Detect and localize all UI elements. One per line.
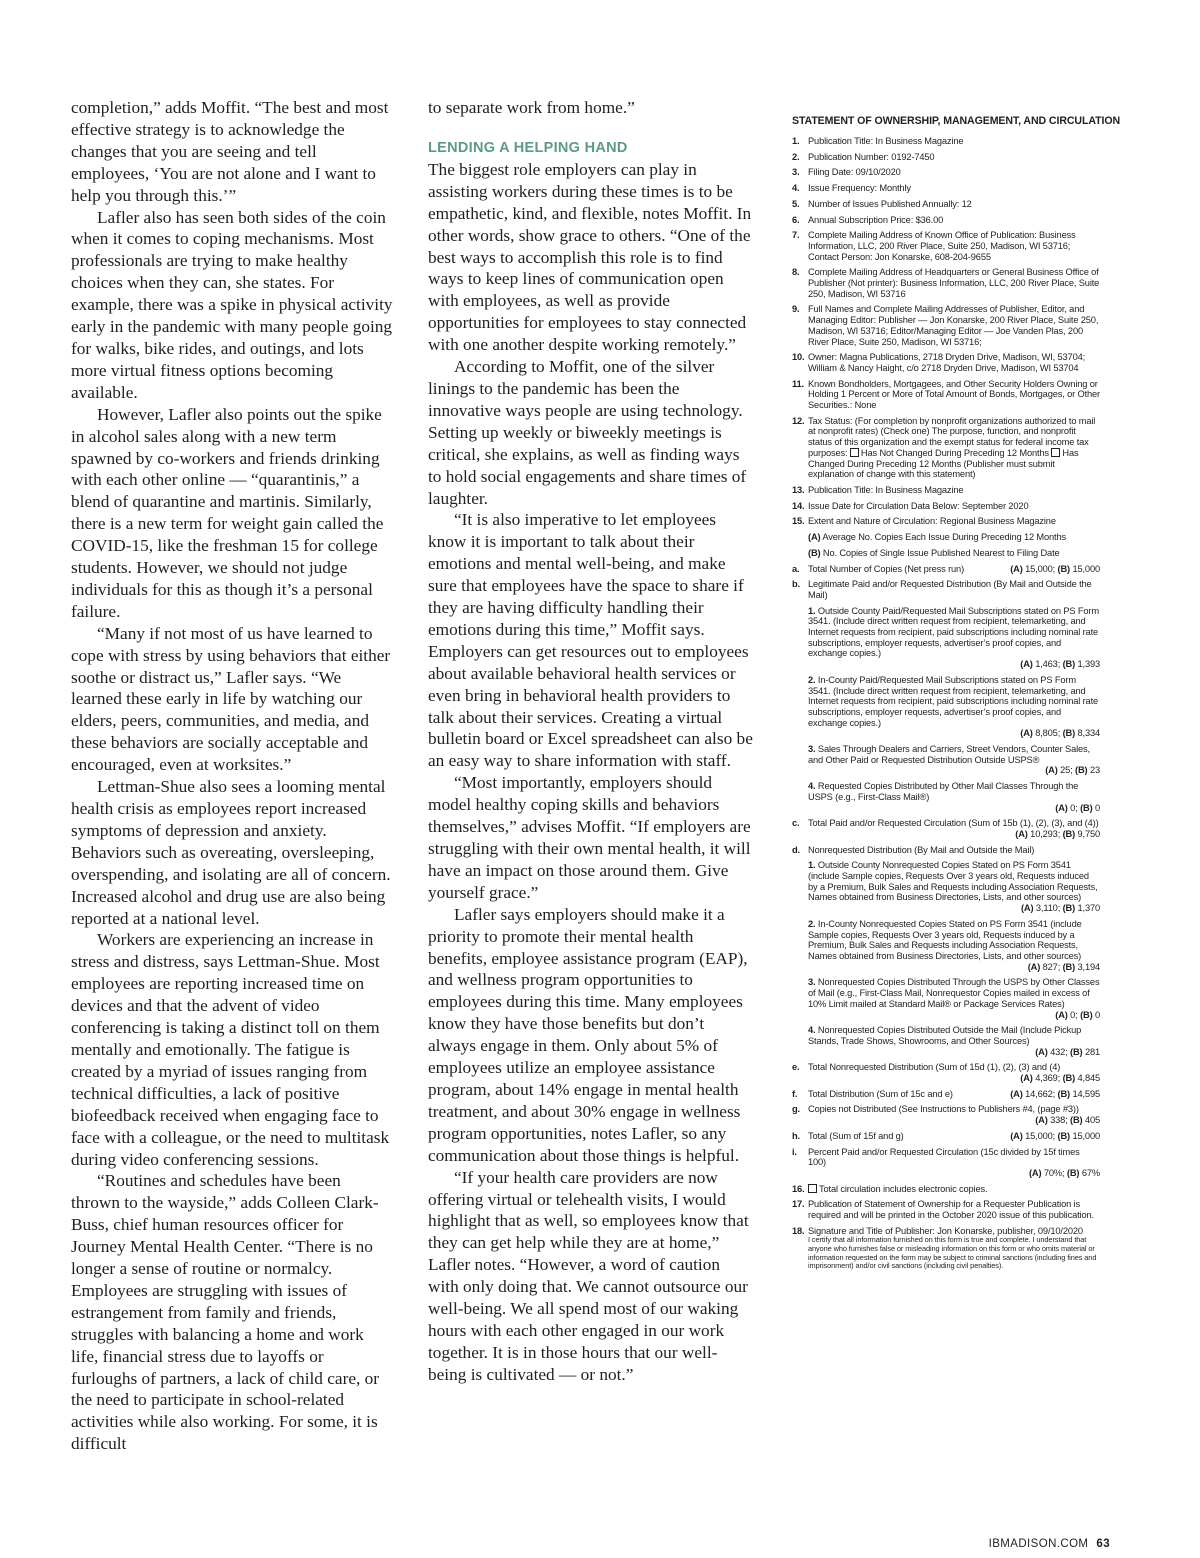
statement-item: 4. Issue Frequency: Monthly [792,183,911,194]
circulation-subrow: 1. Outside County Paid/Requested Mail Subscriptions stated on PS Form 3541. (Include direct written request from recipient, telemarketing, and Internet requests from recipient, paid subscriptions including nominal rate subscriptions, employer requests, advertiser’s proof copies, and exchange copies.) (A) 1,463; (B) 1,393 [808,605,1100,670]
paragraph: “Routines and schedules have been thrown to the wayside,” adds Colleen Clark-Buss, chief human resources officer for Journey Mental Health Center. “There is no longer a sense of routine or normalcy. Employees are struggling with issues of estrangement from family and friends, struggles with balancing a home and work life, financial stress due to layoffs or furloughs of partners, a lack of child care, or the need to participate in school-related activities while also working. For some, it is difficult [71,1171,380,1454]
statement-item: 13. Publication Title: In Business Magazine [792,484,964,495]
paragraph: completion,” adds Moffit. “The best and most effective strategy is to acknowledge the changes that you are seeing and tell employees, ‘You are not alone and I want to help you through this.’” [71,98,389,205]
circulation-subrow: 3. Sales Through Dealers and Carriers, Street Vendors, Counter Sales, and Other Paid or Requested Distribution Outside USPS® (A) 25; (B) 23 [808,744,1100,776]
circulation-subrow: 3. Nonrequested Copies Distributed Through the USPS by Other Classes of Mail (e.g., First-Class Mail, Nonrequestor Copies mailed in excess of 10% Limit mailed at Standard Mail® or Package Services Rates) (A) 0; (B) 0 [808,977,1100,1020]
paragraph: The biggest role employers can play in assisting workers during these times is to be empathetic, kind, and flexible, notes Moffit. In other words, show grace to others. “One of the best ways to accomplish this role is to find ways to keep lines of communication open with employees, as well as provide opportunities for employees to stay connected with one another despite working remotely.” [428,159,752,355]
statement-item: 3. Filing Date: 09/10/2020 [792,167,901,178]
circulation-row-h: h. (A) 15,000; (B) 15,000 Total (Sum of 15f and g) [792,1130,1100,1141]
circulation-row-b: b. Legitimate Paid and/or Requested Distribution (By Mail and Outside the Mail) [792,579,1092,600]
paragraph: Lafler also has seen both sides of the coin when it comes to coping mechanisms. Most professionals are trying to make healthy choices when they can, she states. For example, there was a spike in physical activity early in the pandemic with many people going for walks, bike rides, and outings, and lots more virtual fitness options becoming available. [71,207,393,402]
article-column-middle [428,97,755,1386]
paragraph: According to Moffit, one of the silver linings to the pandemic has been the innovative ways people are using technology. Setting up weekly or biweekly meetings is critical, she explains, as well as finding ways to hold social engagements and share times of laughter. [428,357,747,508]
article-column-left [71,97,393,1455]
statement-item: 1. Publication Title: In Business Magazine [792,136,964,146]
statement-item: 10. Owner: Magna Publications, 2718 Dryden Drive, Madison, WI, 53704; William & Nancy Haight, c/o 2718 Dryden Drive, Madison, WI 53704 [792,352,1086,373]
statement-item: 2. Publication Number: 0192-7450 [792,151,935,162]
statement-item: 9. Full Names and Complete Mailing Addresses of Publisher, Editor, and Managing Editor: Publisher — Jon Konarske, 200 River Place, Suite 250, Madison, WI 53716; Editor/Managing Editor — Joe Vanden Plas, 200 River Place, Suite 250, Madison, WI 53716; [792,304,1099,347]
circulation-subrow: 1. Outside County Nonrequested Copies Stated on PS Form 3541 (include Sample copies, Requests Over 3 years old, Requests induced by a Premium, Bulk Sales and Requests including Association Requests, Names obtained from Business Directories, Lists, and other sources) (A) 3,110; (B) 1,370 [808,860,1100,914]
paragraph: Lafler says employers should make it a priority to promote their mental health benefits, employee assistance program (EAP), and wellness program opportunities to employees during this time. Many employees know they have those benefits but don’t always engage in them. Only about 5% of employees utilize an employee assistance program, about 14% engage in mental health treatment, and about 30% engage in wellness program opportunities, notes Lafler, so any communication about those things is helpful. [428,904,748,1165]
paragraph: Workers are experiencing an increase in stress and distress, says Lettman-Shue. Most employees are reporting increased time on devices and that the advent of video conferencing is taking a distinct toll on them mentally and emotionally. The fatigue is created by a myriad of issues ranging from technical difficulties, a lack of positive biofeedback received when engaging face to face with a colleague, or the need to multitask during video conferencing sessions. [71,930,390,1169]
statement-item: 14. Issue Date for Circulation Data Below: September 2020 [792,500,1029,511]
page-number: 63 [1096,1538,1110,1550]
statement-item: 8. Complete Mailing Address of Headquarters or General Business Office of Publisher (Not printer): Business Information, LLC, 200 River Place, Suite 250, Madison, WI 53716 [792,267,1100,299]
paragraph: “It is also imperative to let employees know it is important to talk about their emotions and mental well-being, and make sure that employees have the space to share if they are having difficulty handling their emotions during this time,” Moffit says. Employers can get resources out to employees about available behavioral health services or even bring in behavioral health providers to talk about their services. Creating a virtual bulletin board or Excel spreadsheet can also be an easy way to share information with staff. [428,510,753,771]
statement-item: 7. Complete Mailing Address of Known Office of Publication: Business Information, LLC, 200 River Place, Suite 250, Madison, WI 53716; Contact Person: Jon Konarske, 608-204-9655 [792,230,1076,262]
circulation-row-e: e. Total Nonrequested Distribution (Sum of 15d (1), (2), (3) and (4) (A) 4,369; (B) 4,845 [792,1062,1100,1084]
paragraph: “If your health care providers are now offering virtual or telehealth visits, I would highlight that as well, so employees know that they can get help while they are at home,” Lafler notes. “However, a word of caution with only doing that. We cannot outsource our well-being. We all spend most of our waking hours with each other engaged in our work together. It is in those hours that our well-being is cultivated — or not.” [428,1167,749,1384]
legend-a: (A) Average No. Copies Each Issue During Preceding 12 Months [808,532,1067,543]
statement-item: 5. Number of Issues Published Annually: 12 [792,198,972,209]
circulation-row-a: a. (A) 15,000; (B) 15,000 Total Number of Copies (Net press run) [792,563,1100,574]
certification-fine-print: I certify that all information furnished on this form is true and complete. I understand that anyone who furnishes false or misleading information on this form or who omits material or information requested on the form may be subject to criminal sanctions (including fines and imprisonment) and/or civil sanctions (including civil penalties). [808,1235,1097,1271]
paragraph: “Many if not most of us have learned to cope with stress by using behaviors that either soothe or distract us,” Lafler says. “We learned these early in life by watching our elders, peers, communities, and media, and these behaviors are socially acceptable and encouraged, even at worksites.” [71,623,391,775]
site-name: IBMADISON.COM [988,1538,1089,1550]
ownership-statement [792,115,1121,1276]
statement-item: 15. Extent and Nature of Circulation: Regional Business Magazine [792,516,1056,527]
circulation-row-d: d. Nonrequested Distribution (By Mail and Outside the Mail) [792,844,1035,855]
statement-item-signature: 18. Signature and Title of Publisher: Jon Konarske, publisher, 09/10/2020 I certify that all information furnished on this form is true and complete. I understand that anyone who furnishes false or misleading information on this form or who omits material or information requested on the form may be subject to criminal sanctions (including fines and imprisonment) and/or civil sanctions (including civil penalties). [792,1226,1100,1271]
statement-title: STATEMENT OF OWNERSHIP, MANAGEMENT, AND CIRCULATION [792,115,1121,127]
circulation-subrow: 2. In-County Paid/Requested Mail Subscriptions stated on PS Form 3541. (Include direct written request from recipient, telemarketing, and Internet requests from recipient, paid subscriptions including nominal rate subscriptions, employer requests, advertiser’s proof copies, and exchange copies.) (A) 8,805; (B) 8,334 [808,674,1100,739]
paragraph: However, Lafler also points out the spike in alcohol sales along with a new term spawned by co-workers and friends drinking with each other online — “quarantinis,” a blend of quarantine and martinis. Similarly, there is a new term for weight gain called the COVID-15, like the freshman 15 for college students. However, we should not judge individuals for this as though it’s a personal failure. [71,404,384,621]
paragraph: to separate work from home.” [428,98,635,117]
legend-b: (B) No. Copies of Single Issue Published Nearest to Filing Date [808,547,1060,558]
circulation-row-i: i. Percent Paid and/or Requested Circulation (15c divided by 15f times 100) (A) 70%; (B) 67% [792,1146,1100,1178]
statement-item-electronic: 16. Total circulation includes electronic copies. [792,1183,988,1194]
page-footer [989,1538,1110,1550]
checkbox-icon [808,1184,817,1193]
checkbox-icon [1051,448,1060,457]
statement-item: 11. Known Bondholders, Mortgagees, and Other Security Holders Owning or Holding 1 Percent or More of Total Amount of Bonds, Mortgages, or Other Securities.: None [792,378,1101,411]
circulation-subrow: 4. Requested Copies Distributed by Other Mail Classes Through the USPS (e.g., First-Class Mail®) (A) 0; (B) 0 [808,781,1100,813]
statement-item-tax-status: 12. Tax Status: (For completion by nonprofit organizations authorized to mail at nonprofit rates) (Check one) The purpose, function, and nonprofit status of this organization and the exempt status for federal income tax purposes: Has Not Changed During Preceding 12 Months Has Changed During Preceding 12 Months (Publisher must submit explanation of change with this statement) [792,415,1096,480]
circulation-row-f: f. (A) 14,662; (B) 14,595 Total Distribution (Sum of 15c and e) [792,1088,1100,1099]
paragraph: Lettman-Shue also sees a looming mental health crisis as employees report increased symptoms of depression and anxiety. Behaviors such as overeating, oversleeping, overspending, and isolating are all of concern. Increased alcohol and drug use are also being reported at a national level. [71,777,391,928]
circulation-row-g: g. Copies not Distributed (See Instructions to Publishers #4, (page #3)) (A) 338; (B) 405 [792,1104,1100,1126]
circulation-row-c: c. Total Paid and/or Requested Circulation (Sum of 15b (1), (2), (3), and (4)) (A) 10,293; (B) 9,750 [792,818,1100,839]
circulation-subrow: 4. Nonrequested Copies Distributed Outside the Mail (Include Pickup Stands, Trade Shows, Showrooms, and Other Sources) (A) 432; (B) 281 [808,1025,1100,1057]
checkbox-icon [850,448,859,457]
circulation-subrow: 2. In-County Nonrequested Copies Stated on PS Form 3541 (include Sample copies, Requests Over 3 years old, Requests induced by a Premium, Bulk Sales and Requests including Association Requests, Names obtained from Business Directories, Lists, and other sources) (A) 827; (B) 3,194 [808,918,1100,972]
statement-item: 6. Annual Subscription Price: $36.00 [792,214,944,225]
statement-item: 17. Publication of Statement of Ownership for a Requester Publication is required and will be printed in the October 2020 issue of this publication. [792,1199,1094,1221]
section-subhead: LENDING A HELPING HAND [428,139,628,156]
paragraph: “Most importantly, employers should model healthy coping skills and behaviors themselves,” advises Moffit. “If employers are struggling with their own mental health, it will have an impact on those around them. Give yourself grace.” [428,773,751,902]
